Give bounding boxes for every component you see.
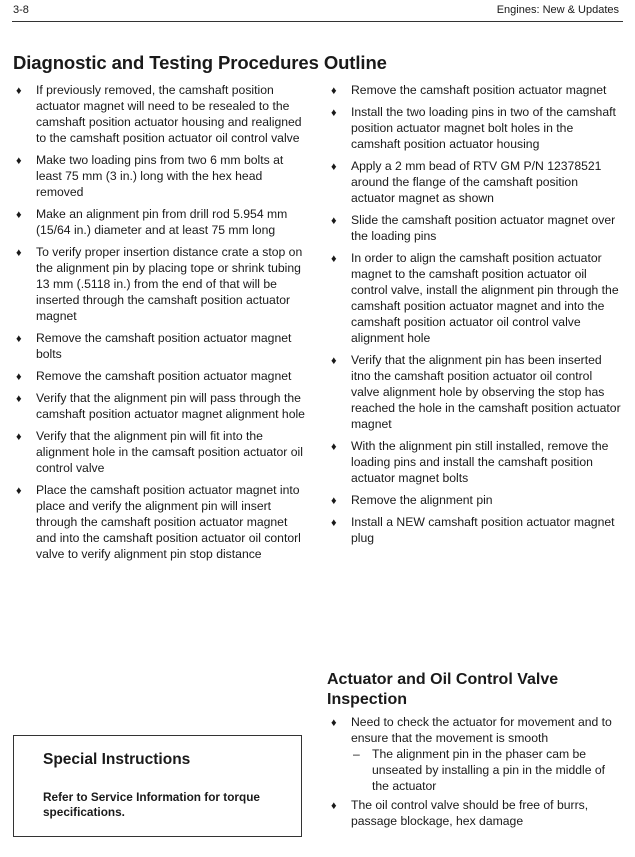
list-item-text: Remove the camshaft position actuator magnet — [351, 83, 607, 97]
list-item-text: Remove the camshaft position actuator magnet bolts — [36, 331, 292, 361]
right-column-list — [328, 82, 622, 552]
bullet-icon: ♦ — [16, 209, 22, 221]
bullet-icon: ♦ — [331, 107, 337, 119]
bullet-icon: ♦ — [331, 441, 337, 453]
list-item — [13, 244, 305, 324]
list-item-text: Verify that the alignment pin will pass through the camshaft position actuator magnet alignment hole — [36, 391, 305, 421]
list-item — [13, 428, 305, 476]
bullet-icon: ♦ — [331, 355, 337, 367]
list-item — [328, 158, 622, 206]
list-item-text: To verify proper insertion distance crate a stop on the alignment pin by placing tope or shrink tubing 13 mm (.5118 in.) from the end of that will be inserted through the camshaft position actuator magnet — [36, 245, 303, 323]
list-item — [13, 368, 305, 384]
bullet-icon: ♦ — [331, 161, 337, 173]
bullet-icon: ♦ — [16, 333, 22, 345]
inspection-heading: Actuator and Oil Control Valve Inspection — [327, 671, 559, 708]
list-item-text: Install a NEW camshaft position actuator magnet plug — [351, 515, 615, 545]
bullet-icon: ♦ — [16, 85, 22, 97]
header-rule — [12, 21, 623, 22]
section-title: Engines: New & Updates — [496, 4, 619, 16]
list-item-text: Install the two loading pins in two of the camshaft position actuator magnet bolt holes in the camshaft position actuator housing — [351, 105, 616, 151]
list-item — [13, 206, 305, 238]
list-item — [328, 714, 622, 794]
list-item-text: Make two loading pins from two 6 mm bolts at least 75 mm (3 in.) long with the hex head removed — [36, 153, 284, 199]
list-item — [13, 390, 305, 422]
bullet-icon: ♦ — [331, 800, 337, 812]
list-item — [13, 152, 305, 200]
special-instructions-box — [13, 735, 302, 837]
list-item-text: In order to align the camshaft position actuator magnet to the camshaft position actuator oil control valve, install the alignment pin through the camshaft position actuator magnet and into the camshaft position actuator oil control valve alignment hole — [351, 251, 619, 345]
list-item-text: With the alignment pin still installed, remove the loading pins and install the camshaft position actuator magnet bolts — [351, 439, 609, 485]
list-item-text: Apply a 2 mm bead of RTV GM P/N 12378521 around the flange of the camshaft position actuator magnet as shown — [351, 159, 602, 205]
bullet-icon: ♦ — [16, 155, 22, 167]
list-item — [328, 104, 622, 152]
bullet-icon: ♦ — [331, 85, 337, 97]
inspection-list — [328, 714, 622, 832]
bullet-icon: ♦ — [16, 431, 22, 443]
bullet-icon: ♦ — [331, 517, 337, 529]
sub-list-item — [351, 746, 622, 794]
page-header — [0, 0, 635, 22]
list-item — [13, 330, 305, 362]
page-number: 3-8 — [13, 4, 29, 16]
bullet-icon: ♦ — [16, 371, 22, 383]
list-item — [13, 82, 305, 146]
list-item-text: If previously removed, the camshaft position actuator magnet will need to be resealed to the camshaft position actuator housing and realigned to the camshaft position actuator oil control valve — [36, 83, 302, 145]
list-item-text: Verify that the alignment pin will fit into the alignment hole in the camsaft position actuator oil control valve — [36, 429, 303, 475]
list-item-text: Place the camshaft position actuator magnet into place and verify the alignment pin will insert through the camshaft position actuator magnet and into the camshaft position actuator oil contorl valve to verify alignment pin stop distance — [36, 483, 301, 561]
bullet-icon: ♦ — [16, 393, 22, 405]
left-column-list — [13, 82, 305, 568]
bullet-icon: ♦ — [331, 717, 337, 729]
bullet-icon: ♦ — [331, 215, 337, 227]
bullet-icon: ♦ — [16, 485, 22, 497]
bullet-icon: ♦ — [331, 495, 337, 507]
list-item-text: Remove the alignment pin — [351, 493, 493, 507]
list-item-text: The oil control valve should be free of burrs, passage blockage, hex damage — [351, 798, 589, 828]
list-item-text: Make an alignment pin from drill rod 5.954 mm (15/64 in.) diameter and at least 75 mm long — [36, 207, 288, 237]
list-item-text: Verify that the alignment pin has been inserted itno the camshaft position actuator oil control valve alignment hole by observing the stop has reached the hole in the camshaft position actuator magnet — [351, 353, 621, 431]
special-instructions-title: Special Instructions — [43, 751, 191, 768]
dash-icon: – — [353, 747, 360, 761]
bullet-icon: ♦ — [331, 253, 337, 265]
list-item — [328, 250, 622, 346]
list-item — [328, 514, 622, 546]
list-item — [328, 212, 622, 244]
main-heading: Diagnostic and Testing Procedures Outline — [13, 52, 387, 73]
list-item-text: Slide the camshaft position actuator magnet over the loading pins — [351, 213, 616, 243]
list-item — [328, 797, 622, 829]
list-item — [328, 352, 622, 432]
list-item — [13, 482, 305, 562]
list-item — [328, 438, 622, 486]
list-item — [328, 82, 622, 98]
list-item-text: Remove the camshaft position actuator magnet — [36, 369, 292, 383]
sub-list-item-text: The alignment pin in the phaser cam be unseated by installing a pin in the middle of the actuator — [372, 747, 606, 793]
sub-list — [351, 746, 622, 794]
list-item-text: Need to check the actuator for movement and to ensure that the movement is smooth — [351, 715, 612, 745]
special-instructions-body: Refer to Service Information for torque specifications. — [43, 790, 260, 819]
bullet-icon: ♦ — [16, 247, 22, 259]
list-item — [328, 492, 622, 508]
